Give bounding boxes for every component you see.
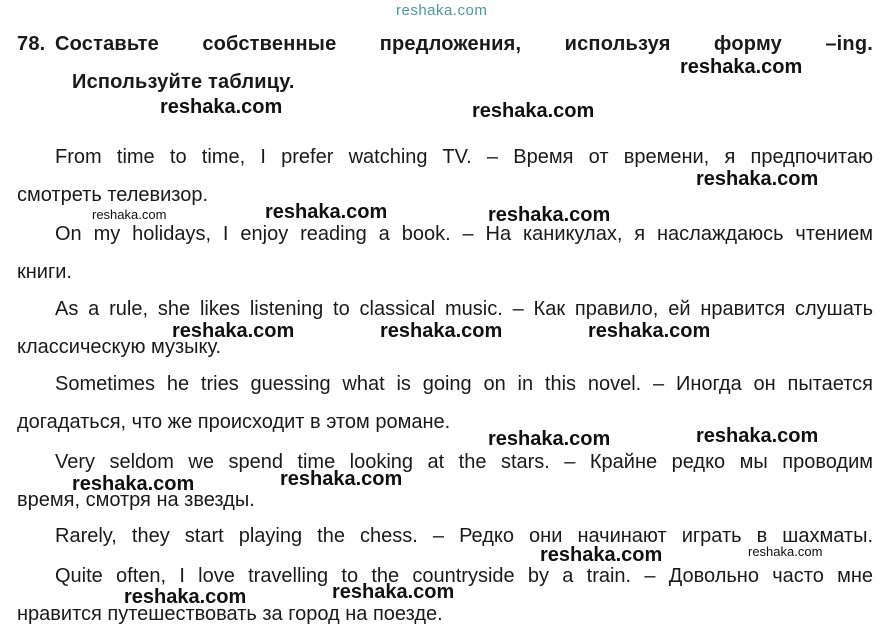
task-instruction-2: Используйте таблицу. <box>72 71 295 93</box>
sentence-line: догадаться, что же происходит в этом романе. <box>17 411 451 433</box>
watermark: reshaka.com <box>92 207 167 222</box>
watermark: reshaka.com <box>380 320 503 342</box>
sentence-line: книги. <box>17 261 72 283</box>
watermark: reshaka.com <box>696 168 819 190</box>
sentence-line: смотреть телевизор. <box>17 184 209 206</box>
watermark: reshaka.com <box>588 320 711 342</box>
task-instruction: Составьте собственные предложения, используя форму –ing. <box>55 33 873 55</box>
watermark: reshaka.com <box>332 581 455 603</box>
watermark: reshaka.com <box>472 100 595 122</box>
sentence-line: классическую музыку. <box>17 336 222 358</box>
sentence-line: From time to time, I prefer watching TV. – Время от времени, я предпочитаю <box>55 146 873 168</box>
watermark: reshaka.com <box>265 201 388 223</box>
watermark: reshaka.com <box>748 544 823 559</box>
watermark: reshaka.com <box>280 468 403 490</box>
sentence-line: Very seldom we spend time looking at the stars. – Крайне редко мы проводим <box>55 451 873 473</box>
watermark: reshaka.com <box>540 544 663 566</box>
watermark: reshaka.com <box>696 425 819 447</box>
watermark: reshaka.com <box>160 96 283 118</box>
sentence-line: нравится путешествовать за город на поезде. <box>17 603 443 625</box>
watermark: reshaka.com <box>124 586 247 608</box>
sentence-paragraph <box>17 524 873 548</box>
watermark: reshaka.com <box>680 56 803 78</box>
sentence-line: Quite often, I love travelling to the countryside by a train. – Довольно часто мне <box>55 565 873 587</box>
sentence-paragraph <box>17 222 873 284</box>
task-number: 78. <box>17 33 46 55</box>
sentence-line: As a rule, she likes listening to classical music. – Как правило, ей нравится слушать <box>55 298 873 320</box>
sentence-line: Sometimes he tries guessing what is going on in this novel. – Иногда он пытается <box>55 373 873 395</box>
watermark: reshaka.com <box>396 2 488 19</box>
watermark: reshaka.com <box>172 320 295 342</box>
sentence-line: время, смотря на звезды. <box>17 489 255 511</box>
watermark: reshaka.com <box>488 428 611 450</box>
sentence-line: On my holidays, I enjoy reading a book. – На каникулах, я наслаждаюсь чтением <box>55 223 873 245</box>
watermark: reshaka.com <box>72 473 195 495</box>
watermark: reshaka.com <box>488 204 611 226</box>
sentence-line: Rarely, they start playing the chess. – Редко они начинают играть в шахматы. <box>55 525 873 547</box>
